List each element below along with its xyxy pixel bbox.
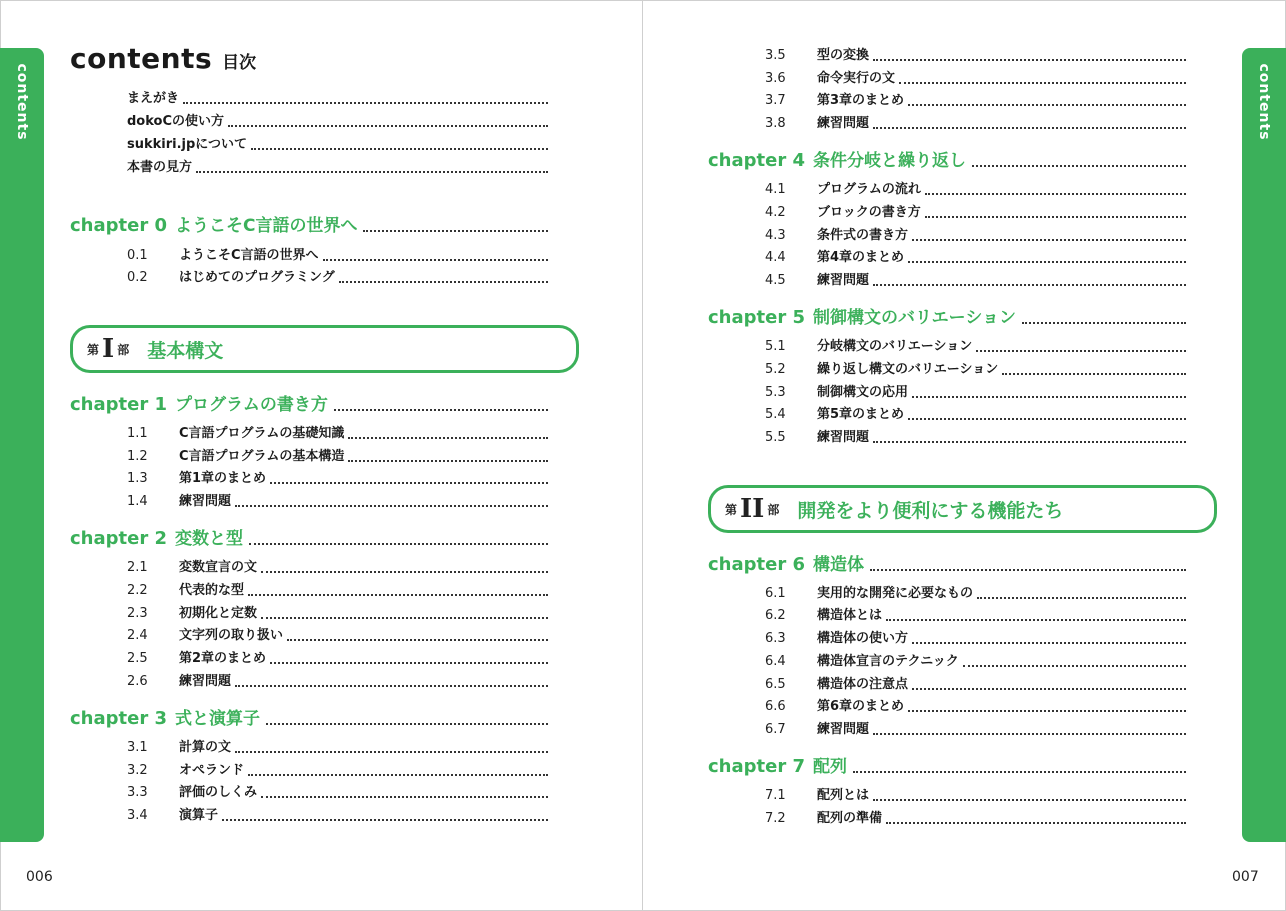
chapter-title: 構造体	[813, 555, 864, 575]
section-number: 0.1	[127, 248, 148, 263]
chapter-title: 配列	[813, 757, 847, 777]
side-tab-label: contents	[14, 63, 30, 141]
section-title: 型の変換	[817, 48, 870, 63]
entry-title: sukkiri.jpについて	[127, 137, 248, 152]
page-gutter	[642, 0, 643, 911]
leader-dots	[912, 396, 1186, 398]
contents-side-tab-left	[0, 48, 44, 842]
section-number: 4.3	[765, 228, 786, 243]
chapter-title: 変数と型	[175, 529, 243, 549]
toc-section[interactable]	[127, 268, 548, 288]
section-title: 第4章のまとめ	[817, 250, 905, 265]
leader-dots	[972, 165, 1186, 167]
leader-dots	[912, 239, 1186, 241]
section-title: ブロックの書き方	[817, 205, 921, 220]
section-title: 代表的な型	[179, 583, 245, 598]
leader-dots	[925, 193, 1186, 195]
section-number: 3.6	[765, 71, 786, 86]
leader-dots	[228, 125, 548, 127]
toc-section[interactable]	[765, 337, 1186, 357]
leader-dots	[270, 482, 548, 484]
section-title: 分岐構文のバリエーション	[817, 339, 973, 354]
leader-dots	[348, 460, 548, 462]
entry-title: 本書の見方	[127, 160, 193, 175]
toc-chapter-6[interactable]	[708, 552, 1186, 578]
section-number: 4.2	[765, 205, 786, 220]
toc-section[interactable]	[765, 606, 1186, 626]
part-title: 開発をより便利にする機能たち	[797, 499, 1064, 522]
toc-section[interactable]	[127, 761, 548, 781]
section-number: 2.5	[127, 651, 148, 666]
part-title: 基本構文	[147, 339, 224, 362]
toc-section[interactable]	[127, 558, 548, 578]
section-number: 3.8	[765, 116, 786, 131]
leader-dots	[912, 642, 1186, 644]
section-title: 練習問題	[179, 494, 232, 509]
leader-dots	[222, 819, 548, 821]
toc-section[interactable]	[765, 629, 1186, 649]
page-number-left: 006	[26, 869, 53, 885]
leader-dots	[886, 619, 1186, 621]
section-number: 2.1	[127, 560, 148, 575]
leader-dots	[873, 59, 1186, 61]
section-title: 評価のしくみ	[179, 785, 258, 800]
chapter-label: chapter 0	[70, 215, 167, 236]
toc-entry-front-matter[interactable]	[127, 158, 548, 178]
section-title: オペランド	[179, 763, 245, 778]
section-title: 文字列の取り扱い	[179, 628, 284, 643]
section-number: 1.3	[127, 471, 148, 486]
section-number: 6.4	[765, 654, 786, 669]
chapter-title: プログラムの書き方	[175, 395, 328, 415]
section-number: 5.5	[765, 430, 786, 445]
leader-dots	[270, 662, 548, 664]
section-title: 配列の準備	[817, 811, 883, 826]
toc-section[interactable]	[765, 69, 1186, 89]
toc-section[interactable]	[127, 604, 548, 624]
leader-dots	[196, 171, 548, 173]
section-number: 3.1	[127, 740, 148, 755]
section-number: 6.1	[765, 586, 786, 601]
part-prefix: 第	[725, 502, 738, 517]
toc-section[interactable]	[765, 180, 1186, 200]
section-title: C言語プログラムの基本構造	[179, 449, 345, 464]
toc-section[interactable]	[127, 626, 548, 646]
leader-dots	[1022, 322, 1186, 324]
leader-dots	[912, 688, 1186, 690]
leader-dots	[183, 102, 548, 104]
leader-dots	[870, 569, 1186, 571]
leader-dots	[925, 216, 1186, 218]
leader-dots	[249, 543, 548, 545]
contents-side-tab-right	[1242, 48, 1286, 842]
section-number: 5.2	[765, 362, 786, 377]
section-number: 1.2	[127, 449, 148, 464]
entry-title: dokoCの使い方	[127, 114, 225, 129]
section-number: 7.2	[765, 811, 786, 826]
toc-section[interactable]	[765, 203, 1186, 223]
leader-dots	[266, 723, 548, 725]
toc-section[interactable]	[127, 672, 548, 692]
section-title: はじめてのプログラミング	[179, 270, 335, 285]
chapter-title: 制御構文のバリエーション	[813, 308, 1016, 328]
section-number: 2.6	[127, 674, 148, 689]
leader-dots	[235, 685, 548, 687]
section-number: 6.5	[765, 677, 786, 692]
leader-dots	[323, 259, 548, 261]
toc-chapter-3[interactable]	[70, 706, 548, 732]
toc-section[interactable]	[765, 405, 1186, 425]
section-number: 5.1	[765, 339, 786, 354]
leader-dots	[873, 284, 1186, 286]
leader-dots	[908, 710, 1186, 712]
toc-section[interactable]	[765, 786, 1186, 806]
leader-dots	[363, 230, 548, 232]
toc-section[interactable]	[765, 652, 1186, 672]
leader-dots	[248, 774, 548, 776]
section-title: 演算子	[179, 808, 219, 823]
leader-dots	[261, 617, 548, 619]
toc-section[interactable]	[765, 809, 1186, 829]
leader-dots	[1002, 373, 1186, 375]
part-2-banner[interactable]	[708, 485, 1217, 533]
toc-section[interactable]	[127, 806, 548, 826]
section-number: 6.2	[765, 608, 786, 623]
section-number: 7.1	[765, 788, 786, 803]
section-number: 2.2	[127, 583, 148, 598]
section-number: 1.4	[127, 494, 148, 509]
chapter-label: chapter 3	[70, 708, 167, 729]
toc-chapter-7[interactable]	[708, 754, 1186, 780]
toc-section[interactable]	[765, 114, 1186, 134]
section-title: プログラムの流れ	[817, 182, 921, 197]
toc-section[interactable]	[765, 697, 1186, 717]
toc-chapter-4[interactable]	[708, 148, 1186, 174]
toc-section[interactable]	[127, 649, 548, 669]
section-number: 3.3	[127, 785, 148, 800]
section-number: 1.1	[127, 426, 148, 441]
leader-dots	[248, 594, 548, 596]
leader-dots	[339, 281, 548, 283]
section-number: 6.3	[765, 631, 786, 646]
toc-entry-front-matter[interactable]	[127, 135, 548, 155]
section-number: 3.2	[127, 763, 148, 778]
section-number: 5.4	[765, 407, 786, 422]
toc-section[interactable]	[765, 720, 1186, 740]
toc-section[interactable]	[127, 246, 548, 266]
toc-chapter-2[interactable]	[70, 526, 548, 552]
section-title: 条件式の書き方	[817, 228, 909, 243]
section-number: 2.3	[127, 606, 148, 621]
section-title: 第6章のまとめ	[817, 699, 905, 714]
section-number: 3.7	[765, 93, 786, 108]
toc-section[interactable]	[127, 581, 548, 601]
leader-dots	[977, 597, 1186, 599]
leader-dots	[853, 771, 1186, 773]
toc-section[interactable]	[765, 46, 1186, 66]
chapter-label: chapter 4	[708, 150, 805, 171]
leader-dots	[348, 437, 548, 439]
section-title: 実用的な開発に必要なもの	[817, 586, 974, 601]
leader-dots	[261, 571, 548, 573]
part-suffix: 部	[117, 342, 130, 357]
toc-section[interactable]	[765, 428, 1186, 448]
toc-section[interactable]	[765, 360, 1186, 380]
toc-section[interactable]	[765, 226, 1186, 246]
toc-chapter-1[interactable]	[70, 392, 548, 418]
section-title: 第1章のまとめ	[179, 471, 267, 486]
part-roman-numeral: I	[102, 334, 115, 364]
leader-dots	[235, 505, 548, 507]
leader-dots	[908, 418, 1186, 420]
toc-section[interactable]	[765, 584, 1186, 604]
section-number: 6.7	[765, 722, 786, 737]
section-title: 練習問題	[817, 430, 870, 445]
chapter-label: chapter 1	[70, 394, 167, 415]
leader-dots	[261, 796, 548, 798]
chapter-label: chapter 7	[708, 756, 805, 777]
chapter-title: ようこそC言語の世界へ	[175, 216, 358, 236]
toc-section[interactable]	[127, 738, 548, 758]
leader-dots	[334, 409, 548, 411]
section-title: 制御構文の応用	[817, 385, 909, 400]
leader-dots	[963, 665, 1186, 667]
section-number: 3.5	[765, 48, 786, 63]
section-title: 構造体宣言のテクニック	[817, 654, 959, 669]
section-number: 4.5	[765, 273, 786, 288]
section-title: 繰り返し構文のバリエーション	[817, 362, 999, 377]
toc-entry-front-matter[interactable]	[127, 89, 548, 109]
toc-section[interactable]	[127, 447, 548, 467]
section-number: 4.4	[765, 250, 786, 265]
page-number-right: 007	[1232, 869, 1259, 885]
section-number: 2.4	[127, 628, 148, 643]
section-number: 5.3	[765, 385, 786, 400]
section-title: 練習問題	[817, 273, 870, 288]
section-title: C言語プログラムの基礎知識	[179, 426, 345, 441]
leader-dots	[251, 148, 548, 150]
entry-title: まえがき	[127, 91, 180, 106]
section-title: 計算の文	[179, 740, 232, 755]
part-suffix: 部	[767, 502, 780, 517]
toc-section[interactable]	[765, 91, 1186, 111]
section-title: 練習問題	[817, 116, 870, 131]
page-title	[70, 42, 256, 75]
section-title: 第5章のまとめ	[817, 407, 905, 422]
part-1-banner[interactable]	[70, 325, 579, 373]
leader-dots	[899, 82, 1186, 84]
section-title: 練習問題	[179, 674, 232, 689]
leader-dots	[287, 639, 548, 641]
leader-dots	[873, 441, 1186, 443]
section-title: 第2章のまとめ	[179, 651, 267, 666]
section-number: 6.6	[765, 699, 786, 714]
side-tab-label: contents	[1256, 63, 1272, 141]
section-title: ようこそC言語の世界へ	[179, 248, 319, 263]
chapter-title: 条件分岐と繰り返し	[813, 151, 966, 171]
toc-section[interactable]	[765, 271, 1186, 291]
section-number: 4.1	[765, 182, 786, 197]
part-prefix: 第	[87, 342, 100, 357]
section-number: 3.4	[127, 808, 148, 823]
toc-section[interactable]	[127, 783, 548, 803]
toc-section[interactable]	[127, 469, 548, 489]
section-title: 初期化と定数	[179, 606, 258, 621]
leader-dots	[908, 104, 1186, 106]
toc-section[interactable]	[127, 424, 548, 444]
toc-section[interactable]	[127, 492, 548, 512]
toc-entry-front-matter[interactable]	[127, 112, 548, 132]
section-title: 配列とは	[817, 788, 870, 803]
chapter-title: 式と演算子	[175, 709, 260, 729]
title-en: contents	[70, 42, 213, 75]
toc-section[interactable]	[765, 248, 1186, 268]
toc-section[interactable]	[765, 383, 1186, 403]
toc-chapter-0[interactable]	[70, 213, 548, 239]
leader-dots	[886, 822, 1186, 824]
leader-dots	[908, 261, 1186, 263]
title-jp: 目次	[222, 53, 257, 73]
leader-dots	[873, 127, 1186, 129]
section-title: 練習問題	[817, 722, 870, 737]
leader-dots	[976, 350, 1186, 352]
chapter-label: chapter 2	[70, 528, 167, 549]
chapter-label: chapter 5	[708, 307, 805, 328]
section-title: 命令実行の文	[817, 71, 896, 86]
toc-section[interactable]	[765, 675, 1186, 695]
leader-dots	[235, 751, 548, 753]
chapter-label: chapter 6	[708, 554, 805, 575]
toc-chapter-5[interactable]	[708, 305, 1186, 331]
section-number: 0.2	[127, 270, 148, 285]
section-title: 構造体の使い方	[817, 631, 909, 646]
leader-dots	[873, 799, 1186, 801]
section-title: 第3章のまとめ	[817, 93, 905, 108]
leader-dots	[873, 733, 1186, 735]
section-title: 変数宣言の文	[179, 560, 258, 575]
section-title: 構造体とは	[817, 608, 883, 623]
part-roman-numeral: II	[740, 494, 765, 524]
section-title: 構造体の注意点	[817, 677, 909, 692]
